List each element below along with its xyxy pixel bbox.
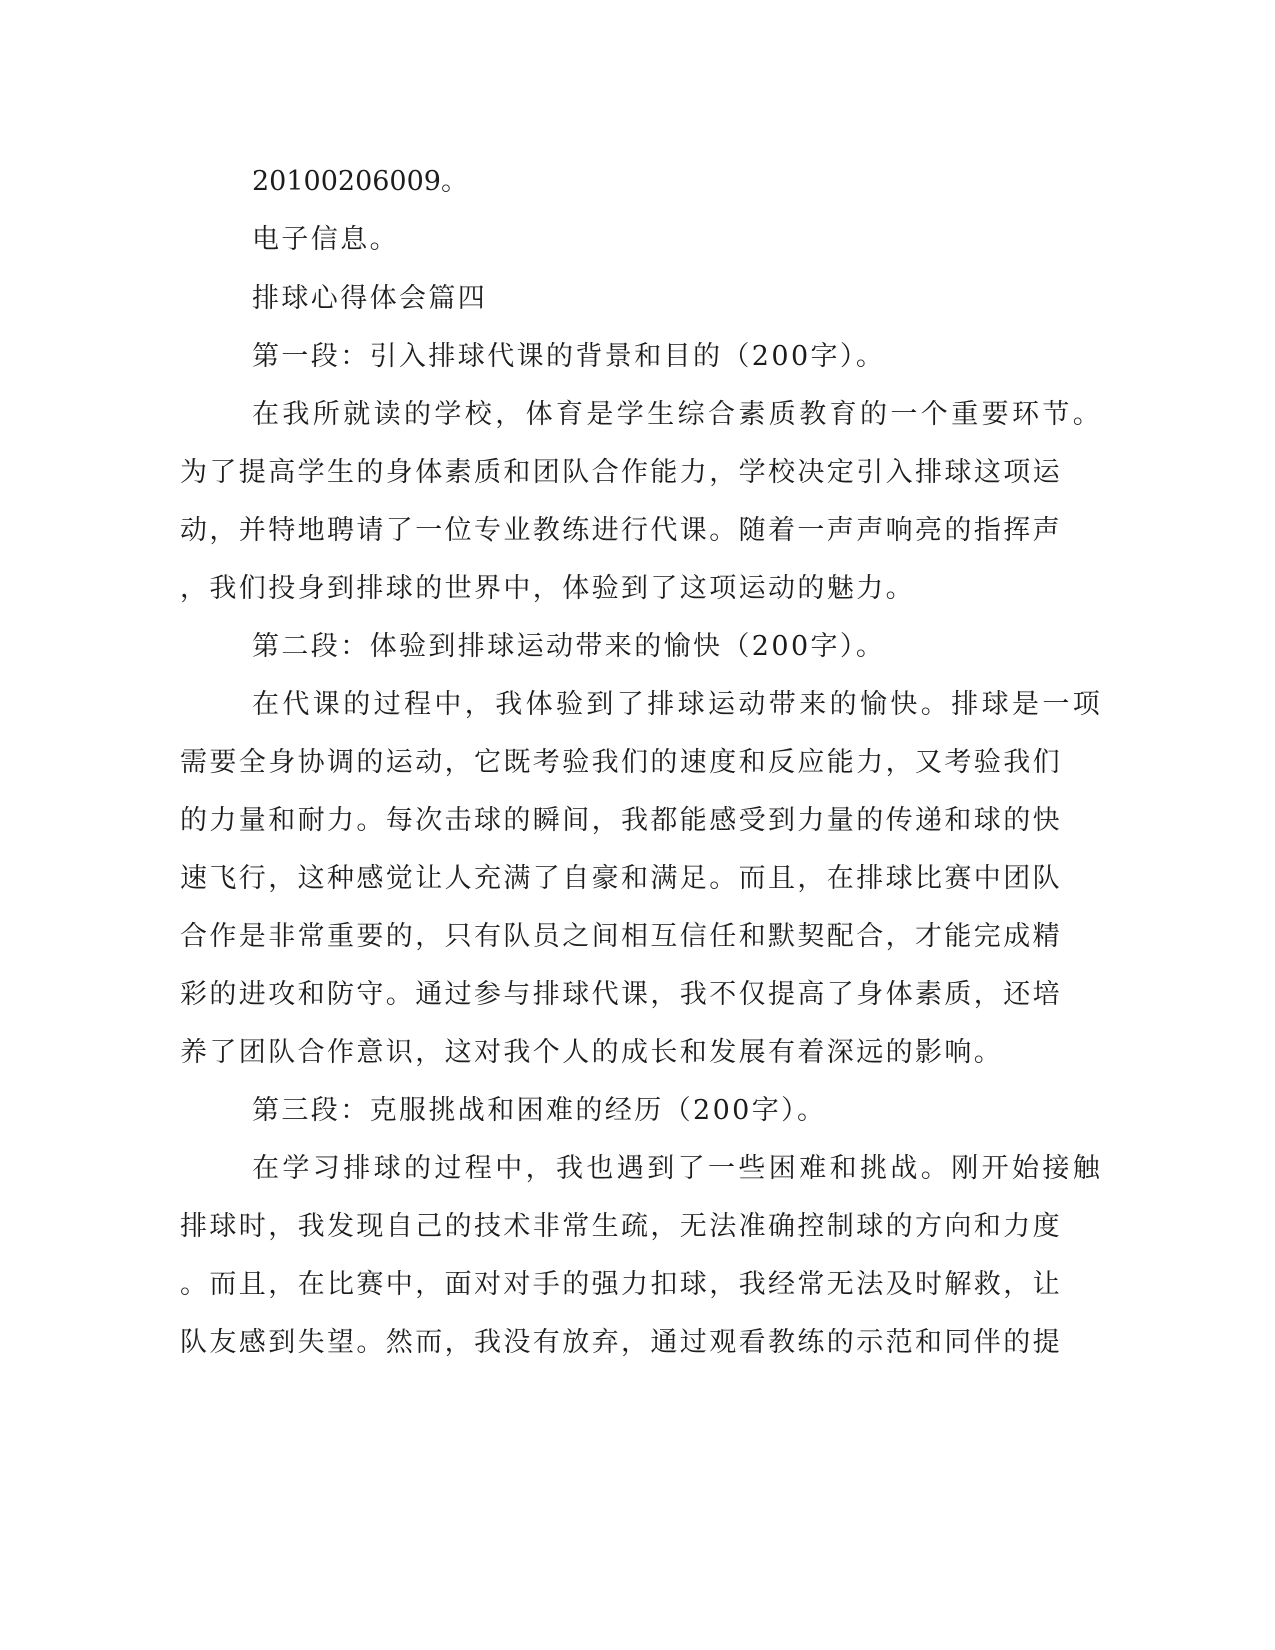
paragraph-line: 队友感到失望。然而，我没有放弃，通过观看教练的示范和同伴的提 — [180, 1327, 1062, 1358]
paragraph-line: 。而且，在比赛中，面对对手的强力扣球，我经常无法及时解救，让 — [180, 1269, 1062, 1300]
section-title: 排球心得体会篇四 — [252, 283, 488, 314]
paragraph-line: 合作是非常重要的，只有队员之间相互信任和默契配合，才能完成精 — [180, 921, 1062, 952]
paragraph-line: 动，并特地聘请了一位专业教练进行代课。随着一声声响亮的指挥声 — [180, 515, 1062, 546]
paragraph-heading-3: 第三段：克服挑战和困难的经历（200字）。 — [252, 1095, 827, 1126]
paragraph-heading-1: 第一段：引入排球代课的背景和目的（200字）。 — [252, 341, 886, 372]
major-line: 电子信息。 — [252, 224, 399, 255]
paragraph-line: 为了提高学生的身体素质和团队合作能力，学校决定引入排球这项运 — [180, 457, 1062, 488]
paragraph-line: 在我所就读的学校，体育是学生综合素质教育的一个重要环节。 — [252, 399, 1104, 430]
paragraph-heading-2: 第二段：体验到排球运动带来的愉快（200字）。 — [252, 631, 886, 662]
paragraph-line: 养了团队合作意识，这对我个人的成长和发展有着深远的影响。 — [180, 1037, 1004, 1068]
paragraph-line: 在学习排球的过程中，我也遇到了一些困难和挑战。刚开始接触 — [252, 1153, 1104, 1184]
paragraph-line: 的力量和耐力。每次击球的瞬间，我都能感受到力量的传递和球的快 — [180, 805, 1062, 836]
paragraph-line: 彩的进攻和防守。通过参与排球代课，我不仅提高了身体素质，还培 — [180, 979, 1062, 1010]
paragraph-line: 需要全身协调的运动，它既考验我们的速度和反应能力，又考验我们 — [180, 747, 1062, 778]
paragraph-line: 速飞行，这种感觉让人充满了自豪和满足。而且，在排球比赛中团队 — [180, 863, 1062, 894]
paragraph-line: ，我们投身到排球的世界中，体验到了这项运动的魅力。 — [180, 573, 915, 604]
student-id-line: 20100206009。 — [252, 166, 468, 197]
paragraph-line: 排球时，我发现自己的技术非常生疏，无法准确控制球的方向和力度 — [180, 1211, 1062, 1242]
paragraph-line: 在代课的过程中，我体验到了排球运动带来的愉快。排球是一项 — [252, 689, 1104, 720]
